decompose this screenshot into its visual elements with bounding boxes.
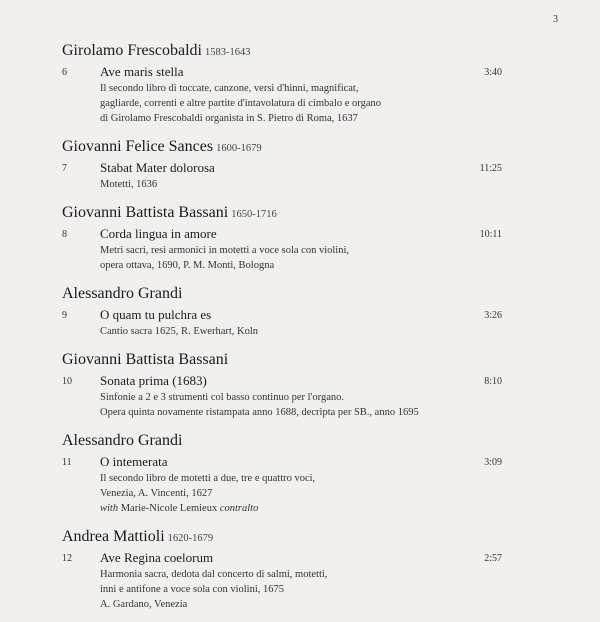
track-body bbox=[100, 548, 448, 612]
composer-block bbox=[62, 526, 502, 612]
composer-block bbox=[62, 40, 502, 126]
track-number: 9 bbox=[62, 310, 67, 321]
composer-dates: 1620-1679 bbox=[167, 533, 214, 544]
performer-name: Marie-Nicole Lemieux bbox=[120, 503, 218, 514]
composer-name: Giovanni Felice Sances bbox=[62, 138, 214, 155]
track-detail: Venezia, A. Vincenti, 1627 bbox=[100, 488, 213, 499]
track-duration: 11:25 bbox=[479, 163, 502, 174]
track-duration: 3:09 bbox=[484, 457, 502, 468]
composer-name: Girolamo Frescobaldi bbox=[62, 42, 202, 59]
track-duration: 10:11 bbox=[479, 229, 502, 240]
track-detail: inni e antifone a voce sola con violini, 1675 bbox=[100, 584, 284, 595]
track-title: Stabat Mater dolorosa bbox=[100, 160, 215, 175]
track-duration: 8:10 bbox=[484, 376, 502, 387]
composer-heading bbox=[62, 40, 502, 62]
track-detail: opera ottava, 1690, P. M. Monti, Bologna bbox=[100, 260, 275, 271]
track-body bbox=[100, 452, 448, 516]
track-row bbox=[62, 371, 502, 420]
track-detail: Opera quinta novamente ristampata anno 1688, decripta per SB., anno 1695 bbox=[100, 407, 419, 418]
track-detail: di Girolamo Frescobaldi organista in S. Pietro di Roma, 1637 bbox=[100, 113, 358, 124]
composer-heading bbox=[62, 430, 502, 452]
composer-heading bbox=[62, 136, 502, 158]
composer-name: Giovanni Battista Bassani bbox=[62, 204, 229, 221]
track-title: O intemerata bbox=[100, 454, 168, 469]
composer-dates: 1600-1679 bbox=[216, 143, 262, 154]
track-detail: Cantio sacra 1625, R. Ewerhart, Koln bbox=[100, 326, 259, 337]
track-body bbox=[100, 371, 448, 420]
track-number: 7 bbox=[62, 163, 67, 174]
track-body bbox=[100, 158, 448, 192]
track-detail: Il secondo libro de motetti a due, tre e quattro voci, bbox=[100, 473, 316, 484]
composer-heading bbox=[62, 526, 502, 548]
track-row bbox=[62, 548, 502, 612]
composer-name: Andrea Mattioli bbox=[62, 528, 165, 545]
track-row bbox=[62, 224, 502, 273]
track-body bbox=[100, 62, 448, 126]
track-duration: 3:40 bbox=[484, 67, 502, 78]
track-detail: A. Gardano, Venezia bbox=[100, 599, 188, 610]
track-title: Ave Regina coelorum bbox=[100, 550, 214, 565]
composer-name: Alessandro Grandi bbox=[62, 432, 183, 449]
track-body bbox=[100, 224, 448, 273]
composer-dates: 1650-1716 bbox=[231, 209, 277, 220]
composer-name: Giovanni Battista Bassani bbox=[62, 351, 229, 368]
track-number: 11 bbox=[62, 457, 72, 468]
composer-block bbox=[62, 283, 502, 339]
composer-heading bbox=[62, 202, 502, 224]
track-title: Ave maris stella bbox=[100, 64, 184, 79]
track-detail: gagliarde, correnti e altre partite d'intavolatura di cimbalo e organo bbox=[100, 98, 381, 109]
track-title: Corda lingua in amore bbox=[100, 226, 217, 241]
track-row bbox=[62, 62, 502, 126]
track-number: 6 bbox=[62, 67, 67, 78]
track-detail: Motetti, 1636 bbox=[100, 179, 158, 190]
track-body bbox=[100, 305, 448, 339]
composer-block bbox=[62, 136, 502, 192]
track-number: 10 bbox=[62, 376, 72, 387]
track-row bbox=[62, 158, 502, 192]
page-number: 3 bbox=[553, 14, 558, 25]
track-row bbox=[62, 452, 502, 516]
composer-name: Alessandro Grandi bbox=[62, 285, 183, 302]
track-title: Sonata prima (1683) bbox=[100, 373, 207, 388]
track-detail: Metri sacri, resi armonici in motetti a voce sola con violini, bbox=[100, 245, 350, 256]
composer-block bbox=[62, 202, 502, 273]
track-detail: Harmonia sacra, dedota dal concerto di salmi, motetti, bbox=[100, 569, 328, 580]
track-listing bbox=[62, 40, 502, 622]
composer-dates: 1583-1643 bbox=[204, 47, 251, 58]
composer-heading bbox=[62, 349, 502, 371]
track-number: 12 bbox=[62, 553, 72, 564]
track-detail: Sinfonie a 2 e 3 strumenti col basso continuo per l'organo. bbox=[100, 392, 345, 403]
composer-block bbox=[62, 430, 502, 516]
track-detail: Il secondo libro di toccate, canzone, versi d'hinni, magnificat, bbox=[100, 83, 359, 94]
composer-heading bbox=[62, 283, 502, 305]
track-number: 8 bbox=[62, 229, 67, 240]
track-row bbox=[62, 305, 502, 339]
track-duration: 2:57 bbox=[484, 553, 502, 564]
performer-credit bbox=[100, 501, 448, 516]
track-title: O quam tu pulchra es bbox=[100, 307, 212, 322]
track-duration: 3:26 bbox=[484, 310, 502, 321]
performer-prefix: with bbox=[100, 503, 119, 514]
performer-role: contralto bbox=[219, 503, 259, 514]
composer-block bbox=[62, 349, 502, 420]
